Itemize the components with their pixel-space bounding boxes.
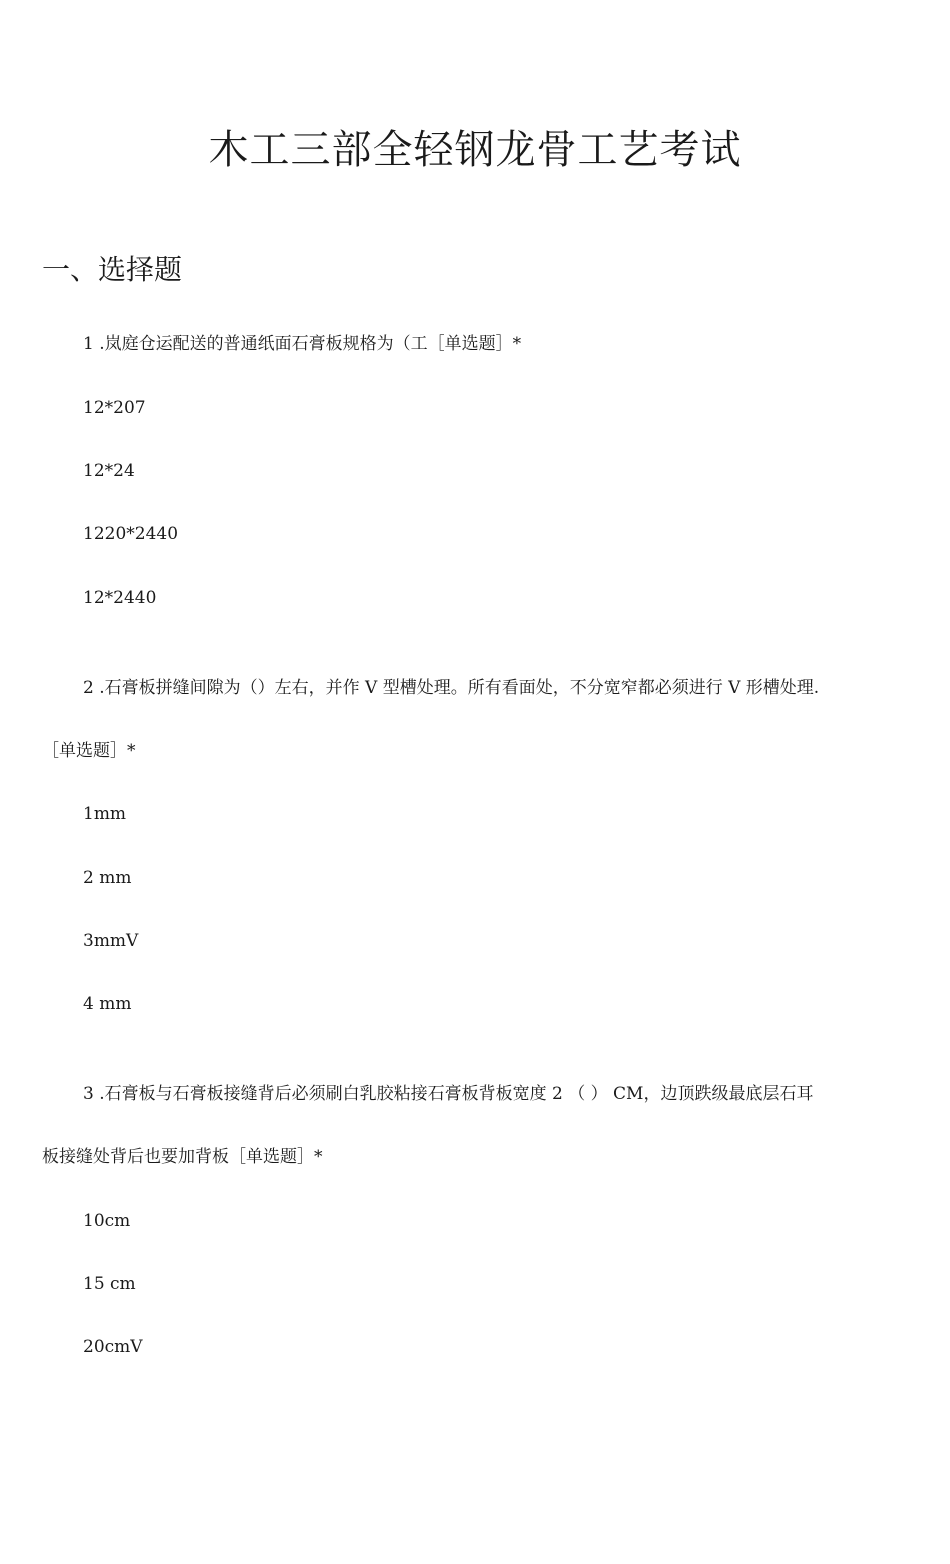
- document-title: 木工三部全轻钢龙骨工艺考试: [208, 127, 742, 173]
- question-3-option-c: 20cmV: [83, 1337, 143, 1357]
- question-3-text-line-2: 板接缝处背后也要加背板［单选题］*: [42, 1147, 323, 1167]
- question-3-text-line-1: 3 .石膏板与石膏板接缝背后必须刷白乳胶粘接石膏板背板宽度 2 （ ） CM，边顶跌级最底层石耳: [83, 1084, 814, 1104]
- question-1-text: 1 .岚庭仓运配送的普通纸面石膏板规格为（工［单选题］*: [83, 334, 522, 354]
- question-1-option-b: 12*24: [83, 461, 135, 481]
- question-2-option-b: 2 mm: [83, 868, 132, 888]
- question-2-option-c: 3mmV: [83, 931, 139, 951]
- question-2-text-line-1: 2 .石膏板拼缝间隙为（）左右，并作 V 型槽处理。所有看面处，不分宽窄都必须进行 V 形槽处理.: [83, 678, 820, 698]
- question-2-option-d: 4 mm: [83, 994, 132, 1014]
- question-2-text-line-2: ［单选题］*: [42, 741, 136, 761]
- question-3-option-b: 15 cm: [83, 1274, 136, 1294]
- question-2-option-a: 1mm: [83, 804, 127, 824]
- question-1-option-a: 12*207: [83, 398, 146, 418]
- section-heading: 一、选择题: [42, 253, 183, 286]
- question-1-option-c: 1220*2440: [83, 524, 179, 544]
- question-1-option-d: 12*2440: [83, 588, 157, 608]
- question-3-option-a: 10cm: [83, 1211, 131, 1231]
